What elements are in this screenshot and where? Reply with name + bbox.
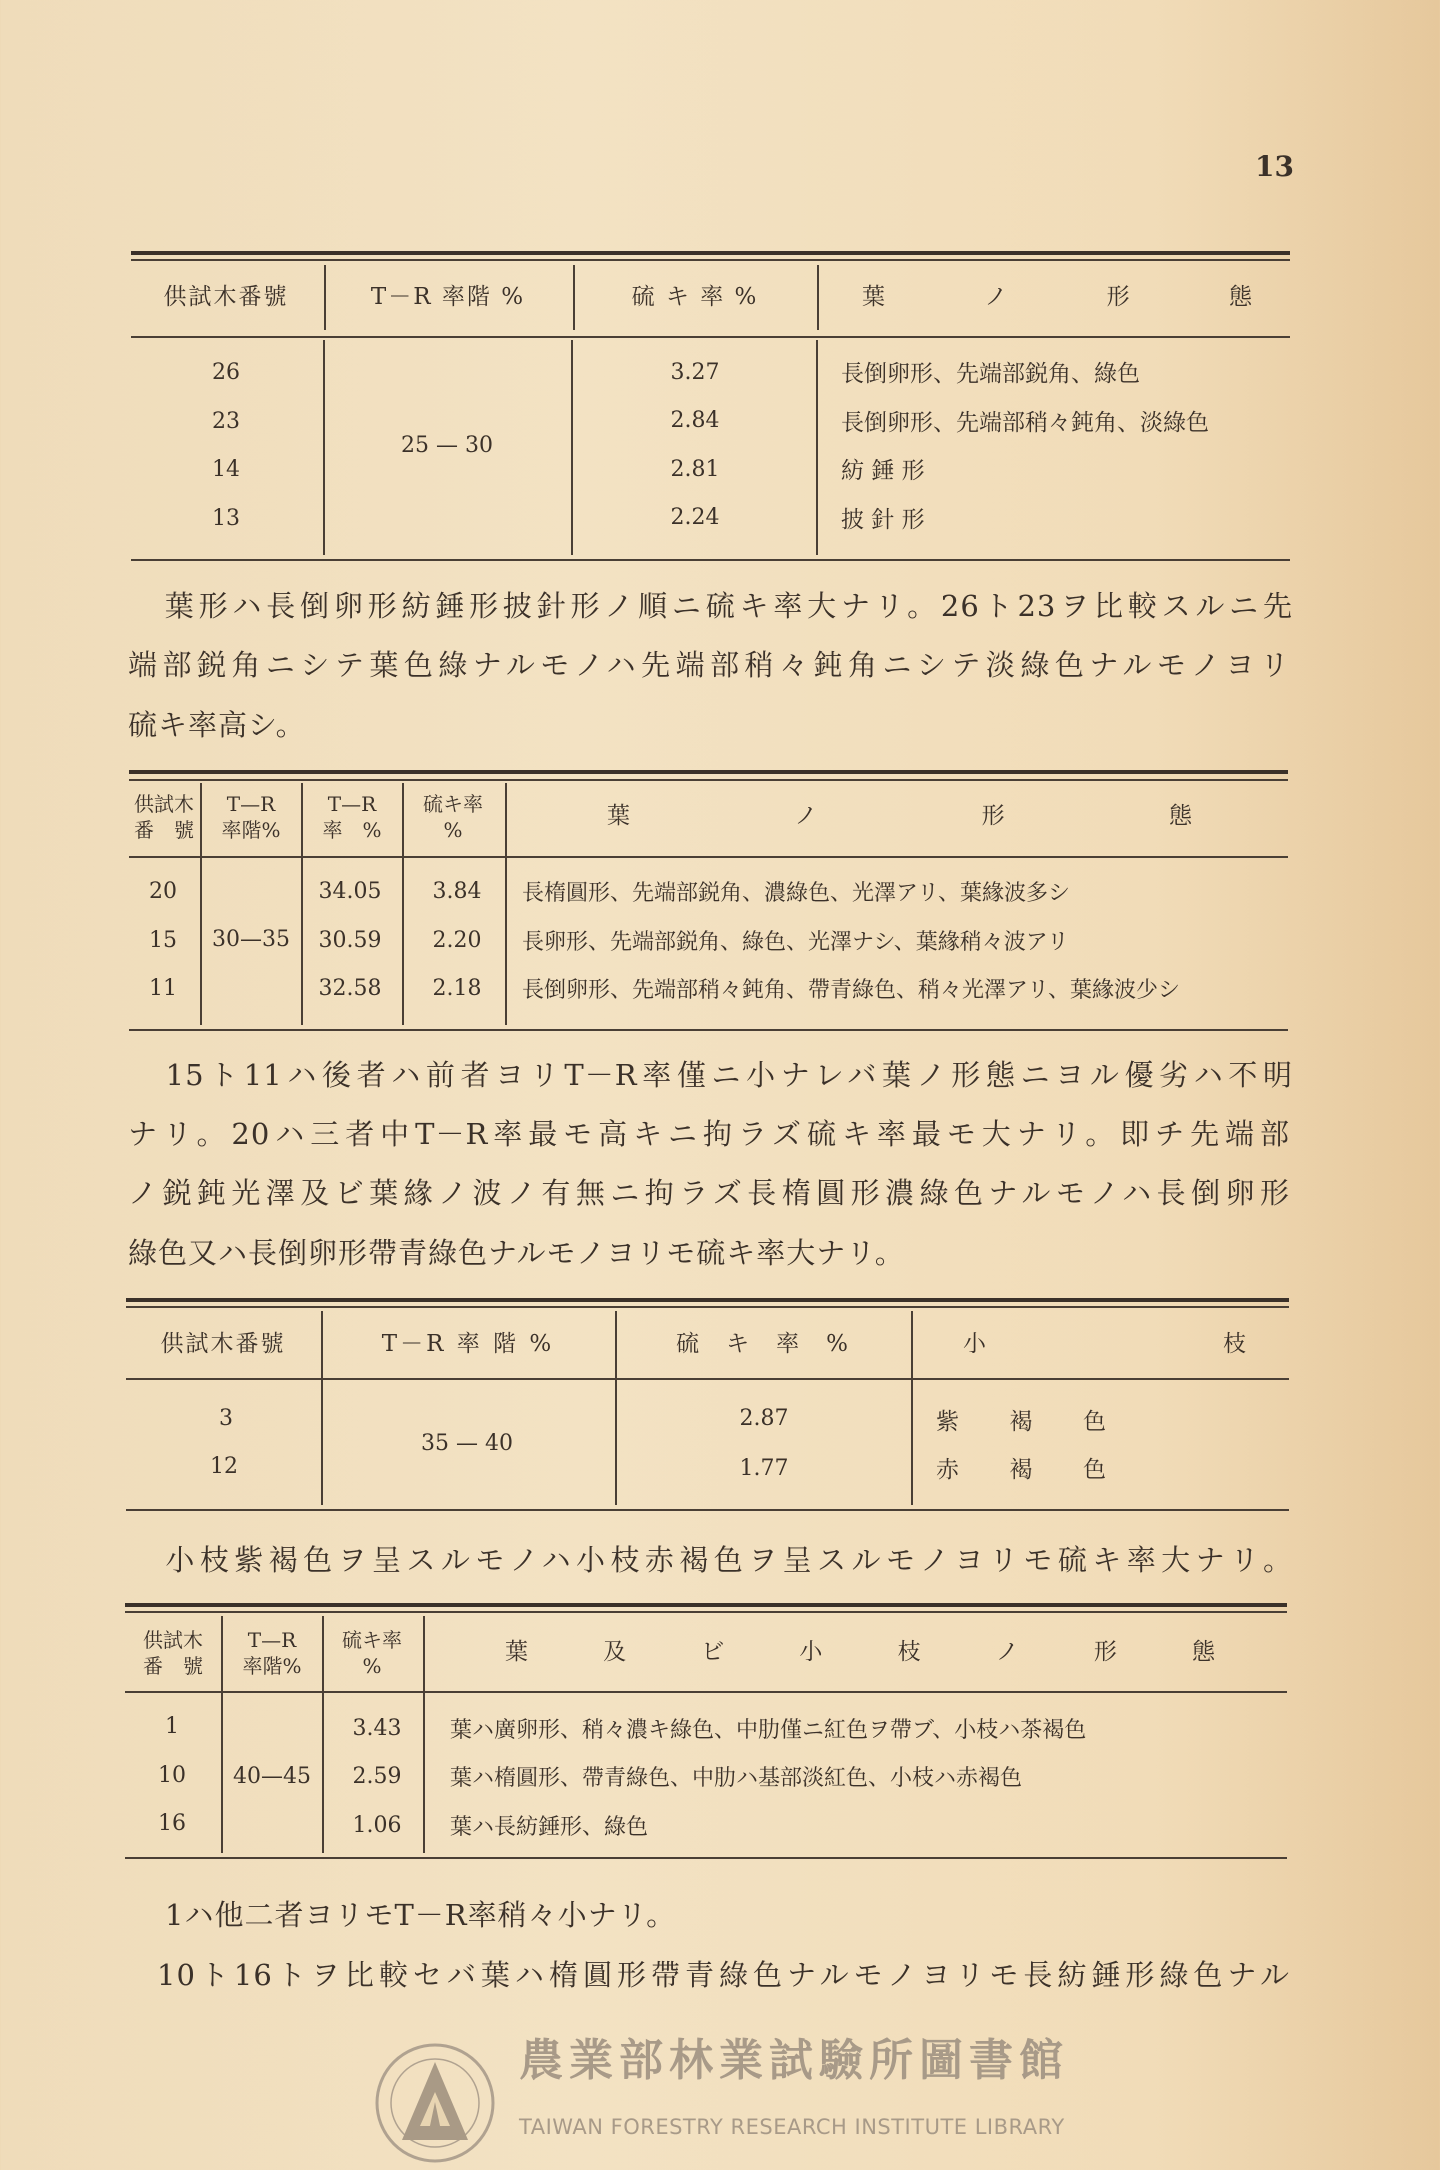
leaf-twig-desc: 葉ハ楕圓形、帶青綠色、中肋ハ基部淡紅色、小枝ハ赤褐色	[450, 1765, 1023, 1791]
tr-rate: 30.59	[318, 927, 382, 953]
table-top-rule	[129, 770, 1288, 774]
col-divider	[573, 265, 575, 330]
paragraph-line: ノ鋭鈍光澤及ビ葉緣ノ波ノ有無ニ拘ラズ長楕圓形濃綠色ナルモノハ長倒卵形	[128, 1175, 1290, 1210]
col-divider	[911, 1311, 913, 1505]
page-number: 13	[1255, 150, 1294, 183]
col-divider	[200, 783, 202, 1025]
header-twig	[963, 1331, 1246, 1359]
tree-no: 3	[219, 1405, 233, 1431]
paragraph-line: 端部鋭角ニシテ葉色綠ナルモノハ先端部稍々鈍角ニシテ淡綠色ナルモノヨリ	[128, 647, 1290, 682]
paragraph-line: 綠色又ハ長倒卵形帶青綠色ナルモノヨリモ硫キ率大ナリ。	[128, 1235, 905, 1270]
leaf-desc: 長倒卵形、先端部稍々鈍角、帶青綠色、稍々光澤アリ、葉緣波少シ	[522, 977, 1181, 1003]
header-sulfur-rate: 硫キ率 %	[342, 1628, 402, 1678]
sulfur-rate: 2.18	[432, 975, 482, 1001]
leaf-desc: 長倒卵形、先端部稍々鈍角、淡綠色	[841, 410, 1209, 437]
tree-no: 16	[158, 1810, 186, 1836]
col-divider	[322, 1616, 324, 1853]
tree-no: 10	[158, 1762, 186, 1788]
paragraph-line: 硫キ率高シ。	[128, 707, 306, 742]
header-char: 枝	[897, 1639, 921, 1666]
col-divider	[324, 265, 326, 330]
table-rule	[125, 1611, 1287, 1613]
desc-char: 紫	[936, 1409, 959, 1436]
leaf-desc: 披 針 形	[841, 507, 925, 534]
sulfur-rate: 2.84	[670, 407, 720, 433]
sulfur-rate: 2.59	[352, 1763, 402, 1789]
paragraph-line: 葉形ハ長倒卵形紡錘形披針形ノ順ニ硫キ率大ナリ。26ト23ヲ比較スルニ先	[131, 588, 1293, 623]
tr-rate: 34.05	[318, 878, 382, 904]
paragraph-line: 1ハ他二者ヨリモT－R率稍々小ナリ。	[165, 1897, 677, 1932]
col-divider	[221, 1616, 223, 1853]
leaf-desc: 長卵形、先端部鋭角、綠色、光澤ナシ、葉緣稍々波アリ	[522, 929, 1069, 955]
col-divider	[816, 340, 818, 555]
header-leaf-form	[607, 803, 1192, 831]
header-tree-no: 供試木番號	[163, 284, 289, 311]
sulfur-rate: 2.81	[670, 456, 720, 482]
sulfur-rate: 3.27	[670, 359, 720, 385]
table-rule	[129, 779, 1288, 781]
table-rule	[131, 259, 1290, 261]
tree-no: 15	[149, 927, 177, 953]
leaf-twig-desc: 葉ハ廣卵形、稍々濃キ綠色、中肋僅ニ紅色ヲ帶ブ、小枝ハ茶褐色	[450, 1717, 1087, 1743]
paragraph-line: 15ト11ハ後者ハ前者ヨリT－R率僅ニ小ナレバ葉ノ形態ニヨル優劣ハ不明	[131, 1057, 1293, 1092]
tree-no: 26	[212, 359, 240, 385]
col-divider	[402, 783, 404, 1025]
tree-no: 20	[149, 878, 177, 904]
header-char: 態	[1228, 284, 1252, 311]
paragraph-line: 小枝紫褐色ヲ呈スルモノハ小枝赤褐色ヲ呈スルモノヨリモ硫キ率大ナリ。	[131, 1542, 1293, 1577]
header-sulfur-rate: 硫 キ 率 %	[676, 1331, 850, 1358]
tr-class-value: 25 — 30	[401, 432, 493, 458]
header-tr-class: T－R 率階 %	[370, 284, 526, 311]
header-leaf-twig-form	[505, 1639, 1215, 1667]
col-divider	[571, 340, 573, 555]
tree-no: 12	[210, 1453, 238, 1479]
header-char: 形	[1106, 284, 1130, 311]
header-char: 態	[1191, 1639, 1215, 1666]
tr-rate: 32.58	[318, 975, 382, 1001]
sulfur-rate: 2.20	[432, 927, 482, 953]
col-divider	[301, 783, 303, 1025]
header-tree-no: 供試木 番 號	[134, 792, 194, 842]
table-bottom-rule	[126, 1509, 1289, 1511]
header-char: 形	[981, 803, 1005, 830]
header-char: 小	[799, 1639, 823, 1666]
table-rule	[126, 1306, 1289, 1308]
table-bottom-rule	[129, 1029, 1288, 1031]
tree-no: 13	[212, 505, 240, 531]
table-header-rule	[126, 1378, 1289, 1380]
paragraph-line: 10ト16トヲ比較セバ葉ハ楕圓形帶青綠色ナルモノヨリモ長紡錘形綠色ナル	[157, 1957, 1290, 1992]
desc-char: 赤	[936, 1457, 959, 1484]
header-char: 葉	[505, 1639, 528, 1666]
header-char: ノ	[984, 284, 1008, 311]
table-bottom-rule	[131, 559, 1290, 561]
header-char: ノ	[794, 803, 818, 830]
library-seal-logo	[372, 2040, 498, 2166]
header-char: 形	[1093, 1639, 1117, 1666]
header-char: 葉	[607, 803, 630, 830]
col-divider	[423, 1616, 425, 1853]
tree-no: 11	[149, 975, 177, 1001]
library-name-english: TAIWAN FORESTRY RESEARCH INSTITUTE LIBRARY	[519, 2115, 1065, 2139]
twig-desc	[936, 1409, 1106, 1437]
sulfur-rate: 1.77	[739, 1455, 789, 1481]
desc-char: 色	[1083, 1409, 1106, 1436]
sulfur-rate: 3.84	[432, 878, 482, 904]
header-tr-rate: T—R 率 %	[322, 792, 382, 842]
header-tr-class: T—R 率階%	[242, 1628, 302, 1678]
desc-char: 褐	[1009, 1409, 1033, 1436]
twig-desc	[936, 1457, 1106, 1485]
header-leaf-form	[862, 284, 1252, 312]
tree-no: 1	[165, 1713, 179, 1739]
table-header-rule	[129, 856, 1288, 858]
header-char: 及	[603, 1639, 627, 1666]
header-char: 小	[963, 1331, 986, 1358]
tree-no: 14	[212, 456, 240, 482]
paragraph-line: ナリ。20ハ三者中T－R率最モ高キニ拘ラズ硫キ率最モ大ナリ。即チ先端部	[128, 1116, 1290, 1151]
header-char: 枝	[1223, 1331, 1246, 1358]
leaf-twig-desc: 葉ハ長紡錘形、綠色	[450, 1814, 649, 1840]
header-tr-class: T－R 率 階 %	[381, 1331, 555, 1358]
col-divider	[321, 1311, 323, 1505]
desc-char: 褐	[1009, 1457, 1033, 1484]
header-char: 態	[1168, 803, 1192, 830]
tree-no: 23	[212, 408, 240, 434]
header-tree-no: 供試木番號	[160, 1331, 286, 1358]
header-sulfur-rate: 硫 キ 率 %	[631, 284, 759, 311]
col-divider	[323, 340, 325, 555]
leaf-desc: 紡 錘 形	[841, 458, 925, 485]
sulfur-rate: 3.43	[352, 1715, 402, 1741]
header-char: 葉	[862, 284, 885, 311]
col-divider	[615, 1311, 617, 1505]
leaf-desc: 長楕圓形、先端部鋭角、濃綠色、光澤アリ、葉緣波多シ	[522, 880, 1071, 906]
table-header-rule	[131, 336, 1290, 338]
table-top-rule	[131, 251, 1290, 255]
header-char: ビ	[701, 1639, 725, 1666]
tr-class-value: 30—35	[212, 926, 290, 952]
sulfur-rate: 1.06	[352, 1812, 402, 1838]
header-tr-class: T—R 率階%	[221, 792, 281, 842]
desc-char: 色	[1083, 1457, 1106, 1484]
table-top-rule	[126, 1298, 1289, 1302]
tr-class-value: 40—45	[233, 1763, 311, 1789]
col-divider	[505, 783, 507, 1025]
header-sulfur-rate: 硫キ率 %	[423, 792, 483, 842]
library-name-chinese: 農業部林業試驗所圖書館	[519, 2035, 1069, 2086]
sulfur-rate: 2.24	[670, 504, 720, 530]
table-bottom-rule	[125, 1857, 1287, 1859]
leaf-desc: 長倒卵形、先端部鋭角、綠色	[841, 361, 1140, 388]
sulfur-rate: 2.87	[739, 1405, 789, 1431]
table-header-rule	[125, 1691, 1287, 1693]
tr-class-value: 35 — 40	[421, 1430, 513, 1456]
header-char: ノ	[995, 1639, 1019, 1666]
header-tree-no: 供試木 番 號	[143, 1628, 203, 1678]
col-divider	[817, 265, 819, 330]
table-top-rule	[125, 1603, 1287, 1607]
